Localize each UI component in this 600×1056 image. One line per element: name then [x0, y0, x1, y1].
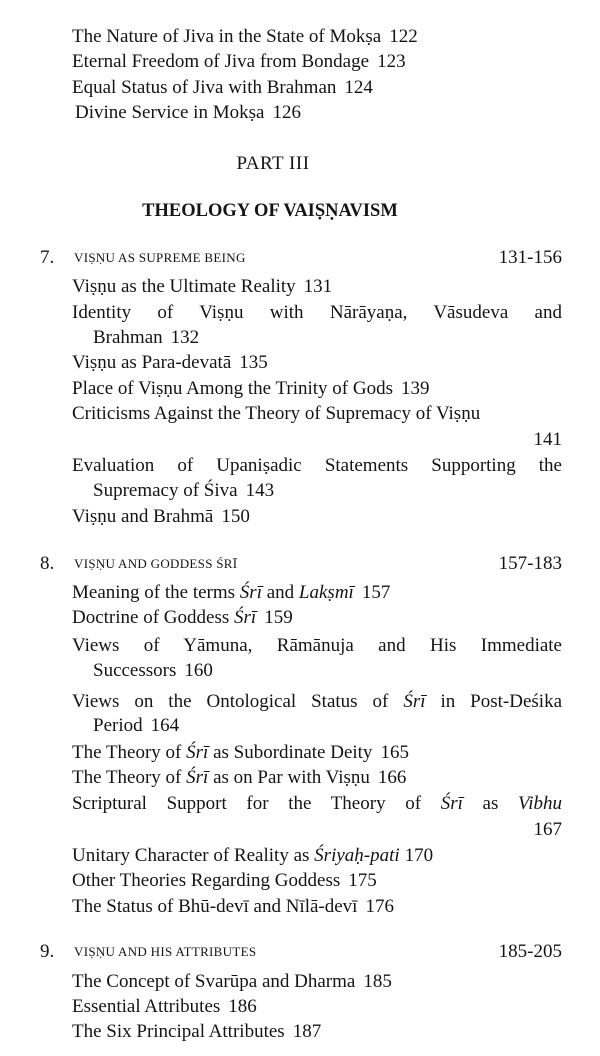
page-number: 166: [377, 767, 407, 788]
toc-entry-continuation: Supremacy of Śiva 143: [93, 480, 275, 501]
page-number: 175: [348, 870, 377, 891]
toc-entry: The Theory of Śrī as Subordinate Deity 165: [72, 742, 409, 763]
page-number: 187: [292, 1021, 322, 1042]
toc-entry: Unitary Character of Reality as Śriyaḥ-pati 170: [72, 845, 434, 866]
toc-entry: Meaning of the terms Śrī and Lakṣmī 157: [72, 582, 391, 603]
page-number: 122: [389, 26, 418, 47]
toc-entry: Scriptural Support for the Theory of Śrī as Vibhu: [72, 793, 563, 814]
page-number: 150: [221, 506, 250, 527]
page-number: 170: [404, 845, 434, 866]
page-number: 126: [272, 102, 301, 123]
chapter-title: VIṢṆU AND HIS ATTRIBUTES: [74, 944, 257, 959]
toc-entry: Identity of Viṣṇu with Nārāyaṇa, Vāsudeva and: [72, 302, 562, 323]
chapter-number: 7.: [40, 247, 55, 268]
page-number: 176: [365, 896, 394, 917]
page-number: 123: [377, 51, 406, 72]
page-number: 164: [150, 715, 180, 736]
toc-entry: Equal Status of Jiva with Brahman 124: [72, 77, 373, 98]
page-number: 143: [245, 480, 275, 501]
toc-entry: Viṣṇu as the Ultimate Reality 131: [72, 276, 333, 297]
page-number: 165: [380, 742, 409, 763]
toc-entry: Evaluation of Upaniṣadic Statements Supporting the: [72, 455, 562, 476]
toc-entry-continuation: Brahman 132: [93, 327, 200, 348]
toc-entry: Views of Yāmuna, Rāmānuja and His Immediate: [72, 635, 562, 656]
toc-entry-continuation: Successors 160: [93, 660, 213, 681]
toc-entry: The Six Principal Attributes 187: [72, 1021, 322, 1042]
page-number: 132: [170, 327, 200, 348]
toc-entry: The Status of Bhū-devī and Nīlā-devī 176: [72, 896, 394, 917]
part-heading: PART III: [236, 153, 310, 174]
page-number: 124: [344, 77, 373, 98]
chapter-number: 9.: [40, 941, 55, 962]
part-title: THEOLOGY OF VAIṢṆAVISM: [142, 201, 398, 221]
toc-entry: The Nature of Jiva in the State of Mokṣa 122: [72, 26, 418, 47]
toc-entry: Criticisms Against the Theory of Supremacy of Viṣṇu: [72, 403, 481, 424]
chapter-page-range: 157-183: [498, 553, 562, 574]
page-number: 167: [533, 819, 562, 840]
chapter-title: VIṢṆU AS SUPREME BEING: [74, 250, 246, 265]
toc-entry: Essential Attributes 186: [72, 996, 257, 1017]
page-number: 186: [228, 996, 257, 1017]
chapter-page-range: 131-156: [498, 247, 562, 268]
page-number: 159: [264, 607, 293, 628]
page-number: 160: [184, 660, 213, 681]
toc-entry-continuation: Period 164: [93, 715, 180, 736]
page-number: 135: [239, 352, 268, 373]
page-number: 157: [361, 582, 391, 603]
toc-entry: Divine Service in Mokṣa 126: [75, 102, 301, 123]
chapter-title: VIṢṆU AND GODDESS ŚRĪ: [74, 556, 238, 571]
toc-entry: Doctrine of Goddess Śrī 159: [72, 607, 293, 628]
chapter-page-range: 185-205: [498, 941, 562, 962]
toc-entry: The Concept of Svarūpa and Dharma 185: [72, 971, 392, 992]
page-number: 139: [401, 378, 430, 399]
toc-entry: Place of Viṣṇu Among the Trinity of Gods 139: [72, 378, 430, 399]
toc-entry: Other Theories Regarding Goddess 175: [72, 870, 377, 891]
page-number: 131: [303, 276, 333, 297]
toc-entry: Viṣṇu and Brahmā 150: [72, 506, 250, 527]
toc-entry: Viṣṇu as Para-devatā 135: [72, 352, 268, 373]
page-number: 185: [363, 971, 392, 992]
toc-entry: The Theory of Śrī as on Par with Viṣṇu 166: [72, 767, 407, 788]
chapter-number: 8.: [40, 553, 55, 574]
page-number: 141: [533, 429, 562, 450]
toc-entry: Eternal Freedom of Jiva from Bondage 123: [72, 51, 406, 72]
toc-entry: Views on the Ontological Status of Śrī in Post-Deśika: [72, 691, 563, 712]
